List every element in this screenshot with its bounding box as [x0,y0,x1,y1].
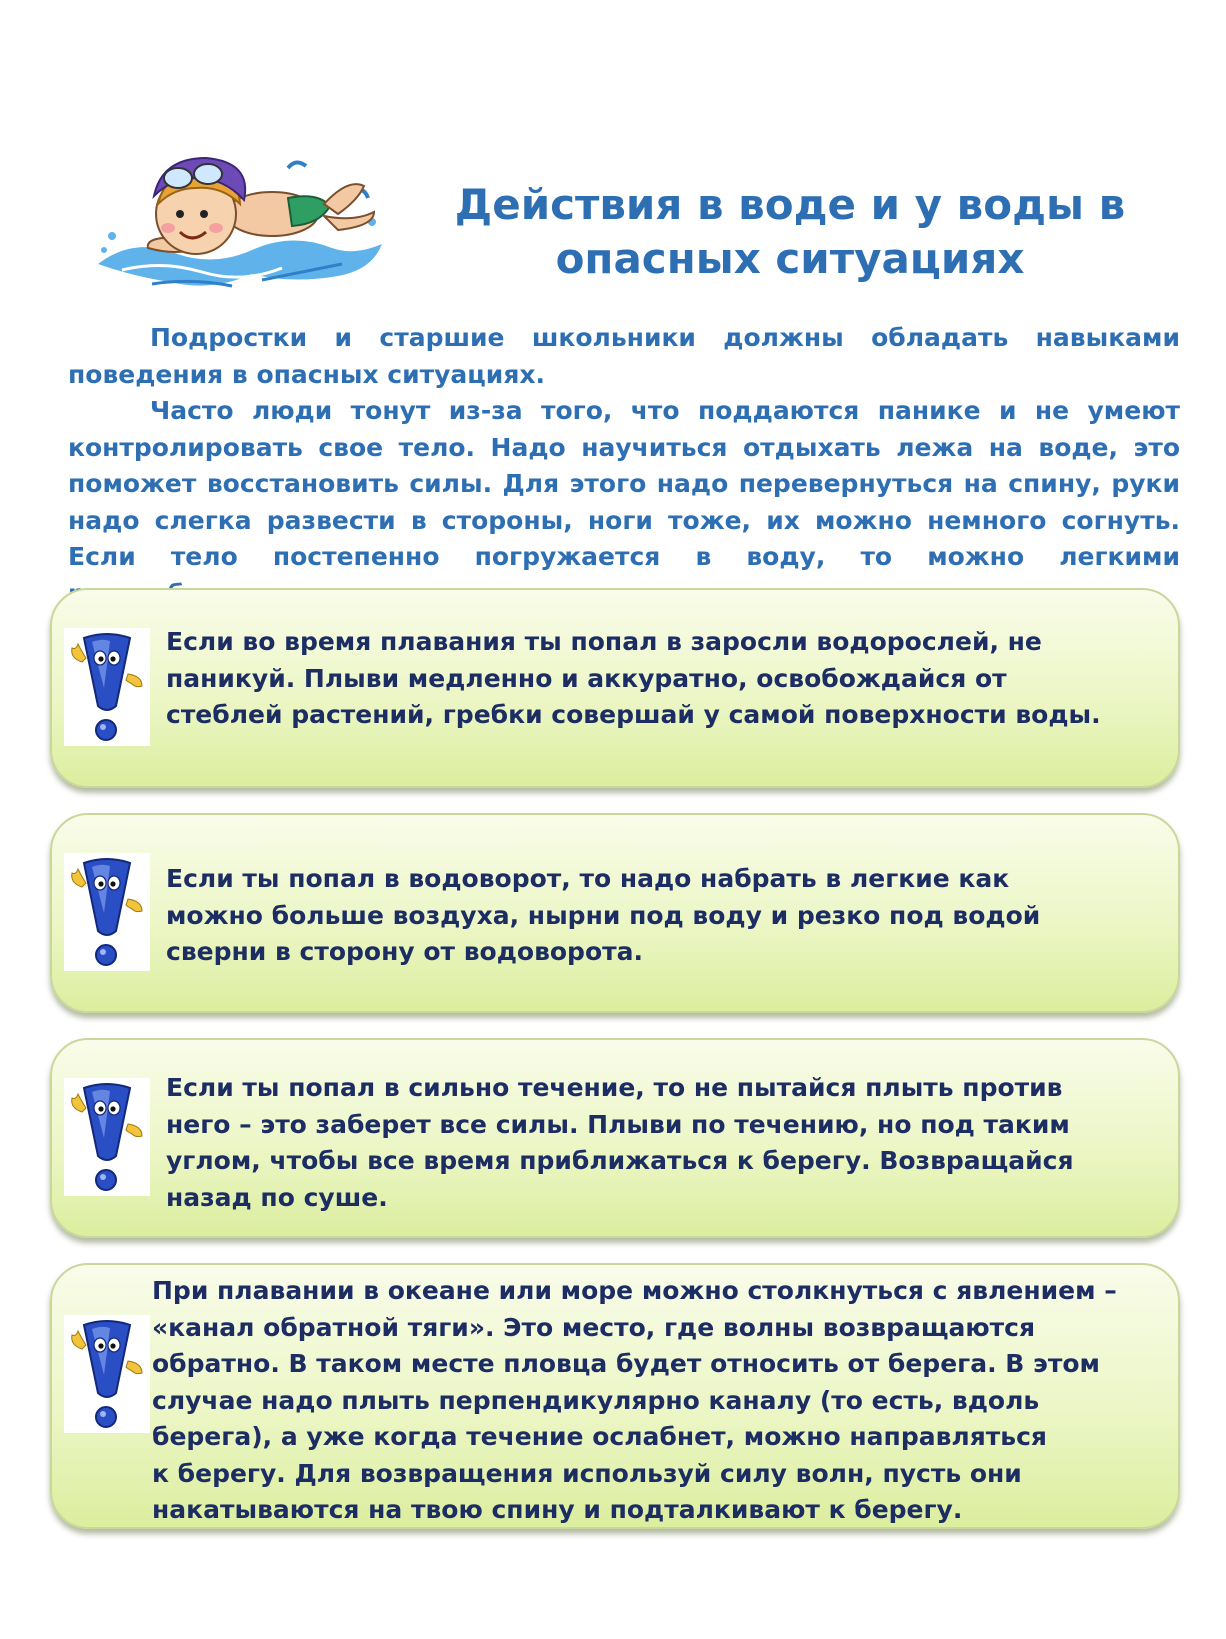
exclamation-mark-icon [64,1078,150,1196]
intro-paragraph-1: Подростки и старшие школьники должны обладать навыками поведения в опасных ситуациях. [68,323,1180,389]
exclamation-mark-icon [64,853,150,971]
tip-text: Если во время плавания ты попал в заросли водорослей, не паникуй. Плыви медленно и аккуратно, освобождайся от стеблей растений, гребки совершай у самой поверхности воды. [166,627,1101,729]
exclamation-mark-icon [64,628,150,746]
exclamation-mark-icon [64,1315,150,1433]
swimming-boy-illustration [92,152,392,302]
header [0,150,1226,310]
intro-text [68,320,1180,612]
title-line-1: Действия в воде и у воды в [454,180,1126,229]
tip-card-1 [50,588,1180,788]
intro-paragraph-2: Часто люди тонут из-за того, что поддаются панике и не умеют контролировать свое тело. Надо научиться отдыхать лежа на воде, это поможет восстановить силы. Для этого надо перевернуться на спину, руки надо слегка развести в стороны, ноги тоже, их можно немного согнуть. Если тело постепенно погружается в воду, то можно легкими [68,396,1180,571]
page-title [430,178,1150,286]
tip-card-2 [50,813,1180,1013]
tip-text: Если ты попал в сильно течение, то не пытайся плыть против него – это заберет все силы. Плыви по течению, но под таким углом, чтобы все время приближаться к берегу. Возвращайся назад по суше. [166,1073,1074,1212]
title-line-2: опасных ситуациях [555,234,1025,283]
tip-card-3 [50,1038,1180,1238]
tip-text: При плавании в океане или море можно столкнуться с явлением – «канал обратной тяги». Это место, где волны возвращаются обратно. В таком месте пловца будет относить от берега. В этом случае надо плыть перпендикулярно каналу (то есть, вдоль берега), а уже когда течение ослабнет, можно направляться к берегу. Для возвращения используй силу волн, пусть они накатываются на твою спину и подталкивают к берегу. [152,1276,1117,1524]
tip-card-4 [50,1263,1180,1529]
tip-text: Если ты попал в водоворот, то надо набрать в легкие как можно больше воздуха, нырни под воду и резко под водой сверни в сторону от водоворота. [166,864,1041,966]
